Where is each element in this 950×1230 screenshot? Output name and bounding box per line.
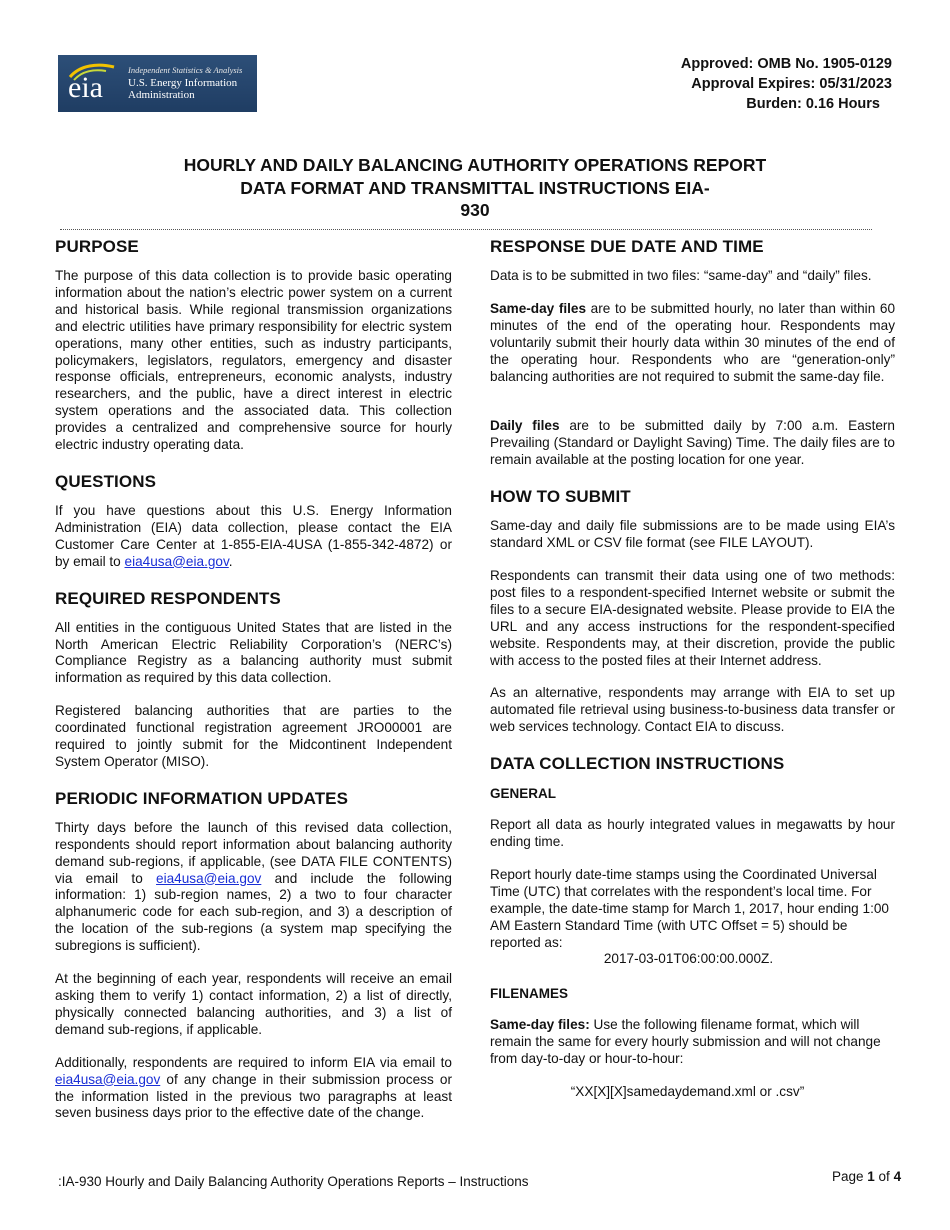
footer-document-title: :IA-930 Hourly and Daily Balancing Authority Operations Reports – Instructions	[58, 1174, 529, 1189]
page-title	[150, 154, 800, 222]
same-day-files-text: are to be submitted hourly, no later than within 60 minutes of the end of the operating hour. Respondents may voluntarily submit their hourly data within 30 minutes of the end of the operating hour. Respondents who are “generation-only” balancing authorities are not required to submit the same-day file.	[490, 300, 896, 384]
logo-tagline: Independent Statistics & Analysis	[128, 65, 243, 75]
page-number	[832, 1169, 901, 1184]
how-to-submit-heading: HOW TO SUBMIT	[490, 487, 631, 507]
same-day-filename-label: Same-day files:	[490, 1017, 590, 1033]
how-to-submit-text-3: As an alternative, respondents may arrange with EIA to set up automated file retrieval using business-to-business data transfer or web services technology. Contact EIA to discuss.	[490, 685, 895, 735]
page-label: Page	[832, 1169, 868, 1184]
eia-logo	[58, 55, 257, 112]
dotted-divider	[60, 229, 872, 230]
title-line-2: DATA FORMAT AND TRANSMITTAL INSTRUCTIONS EIA-	[240, 177, 710, 198]
periodic-text-3-body: Additionally, respondents are required to inform EIA via email to	[55, 1054, 452, 1070]
filename-example: “XX[X][X]samedaydemand.xml or .csv”	[570, 1084, 805, 1100]
burden-hours: Burden: 0.16 Hours	[746, 96, 880, 112]
how-to-submit-text-2: Respondents can transmit their data using one of two methods: post files to a respondent-specified Internet website or submit the files to a secure EIA-designated website. Please provide to EIA the URL and any access instructions for the respondent-specified website. Respondents may, at their discretion, provide the public with access to the posted files at their Internet address.	[490, 567, 895, 668]
utc-example: 2017-03-01T06:00:00.000Z.	[603, 951, 774, 967]
logo-org-name: U.S. Energy Information Administration	[128, 77, 238, 101]
periodic-updates-text-1	[55, 820, 452, 955]
how-to-submit-text-1: Same-day and daily file submissions are to be made using EIA’s standard XML or CSV file format (see FILE LAYOUT).	[490, 518, 895, 551]
required-respondents-heading: REQUIRED RESPONDENTS	[55, 588, 281, 608]
page-total: 4	[893, 1169, 902, 1184]
daily-files-label: Daily files	[490, 418, 560, 434]
general-heading: GENERAL	[490, 786, 557, 802]
left-column	[55, 237, 452, 1122]
purpose-text: The purpose of this data collection is to provide basic operating information about the nation’s electric power system on a current and historical basis. While regional transmission organizations and electric utilities have primary responsibility for electric system operations, many other entities, such as industry participants, policymakers, legislators, regulators, emergency and disaster response officials, entrepreneurs, economic analysts, industry researchers, and the public, have a direct interest in electric system operations and the associated data. This collection provides a centralized and comprehensive source for hourly electric industry operating data.	[55, 268, 452, 453]
questions-email-link[interactable]: eia4usa@eia.gov	[124, 553, 229, 569]
title-line-1: HOURLY AND DAILY BALANCING AUTHORITY OPERATIONS REPORT	[183, 155, 767, 175]
required-respondents-text-1: All entities in the contiguous United States that are listed in the North American Electric Reliability Corporation’s (NERC’s) Compliance Registry as a balancing authority must submit information as required by this data collection.	[55, 619, 452, 686]
eia-logo-wordmark: eia	[68, 71, 103, 104]
same-day-files-label: Same-day files	[490, 300, 587, 316]
omb-number: Approved: OMB No. 1905-0129	[680, 56, 892, 72]
periodic-email-link[interactable]: eia4usa@eia.gov	[156, 870, 262, 886]
approval-block	[681, 54, 892, 114]
required-respondents-text-2: Registered balancing authorities that are parties to the coordinated functional registration agreement JRO00001 are required to jointly submit for the Midcontinent Independent System Operator (MISO).	[55, 703, 452, 769]
questions-heading: QUESTIONS	[55, 471, 157, 491]
periodic-updates-text-2: At the beginning of each year, respondents will receive an email asking them to verify 1) contact information, 2) a list of directly, physically connected balancing authorities, and 3) a list of demand sub-regions, if applicable.	[55, 971, 452, 1037]
general-text-1: Report all data as hourly integrated values in megawatts by hour ending time.	[490, 817, 895, 850]
periodic-text-3-end: of any change in their submission process or the information listed in the previous two paragraphs at least seven business days prior to the effective date of the change.	[55, 1071, 452, 1121]
periodic-email-link-2[interactable]: eia4usa@eia.gov	[55, 1071, 161, 1087]
same-day-filename-text: Use the following filename format, which will remain the same for every hourly submission and will not change from day-to-day or hour-to-hour:	[490, 1017, 881, 1067]
periodic-updates-heading: PERIODIC INFORMATION UPDATES	[55, 788, 349, 808]
response-due-text-1: Data is to be submitted in two files: “same-day” and “daily” files.	[490, 268, 872, 283]
response-due-text-3	[490, 418, 895, 469]
filenames-heading: FILENAMES	[490, 986, 569, 1002]
page-current: 1	[867, 1169, 875, 1184]
purpose-heading: PURPOSE	[55, 237, 139, 256]
questions-text-end: .	[228, 553, 233, 569]
title-line-3: 930	[460, 200, 490, 220]
questions-text	[55, 503, 452, 571]
filenames-text	[490, 1017, 895, 1068]
response-due-heading: RESPONSE DUE DATE AND TIME	[490, 237, 764, 256]
questions-text-body: If you have questions about this U.S. Energy Information Administration (EIA) data collection, please contact the EIA Customer Care Center at 1-855-EIA-4USA (1-855-342-4872) or by email to	[55, 502, 452, 569]
periodic-text-1-body: Thirty days before the launch of this revised data collection, respondents should report information about balancing authority demand sub-regions, if applicable, (see DATA FILE CONTENTS) via email to	[55, 819, 452, 886]
data-collection-heading: DATA COLLECTION INSTRUCTIONS	[490, 754, 785, 774]
page-of: of	[874, 1169, 894, 1184]
periodic-updates-text-3	[55, 1055, 452, 1123]
periodic-text-1-end: and include the following information: 1) sub-region names, 2) a two to four character alphanumeric code for each sub-region, and 3) a description of the location of the sub-regions (a system map specifying the subregions is sufficient).	[55, 870, 452, 954]
approval-expires: Approval Expires: 05/31/2023	[691, 76, 892, 92]
response-due-text-2	[490, 301, 895, 386]
right-column	[490, 237, 895, 1101]
general-text-2: Report hourly date-time stamps using the Coordinated Universal Time (UTC) that correlates with the respondent’s local time. For example, the date-time stamp for March 1, 2017, hour ending 1:00 AM Eastern Standard Time (with UTC Offset = 5) should be reported as:	[490, 866, 889, 950]
daily-files-text: are to be submitted daily by 7:00 a.m. Eastern Prevailing (Standard or Daylight Saving) Time. The daily files are to remain available at the posting location for one year.	[490, 418, 895, 468]
